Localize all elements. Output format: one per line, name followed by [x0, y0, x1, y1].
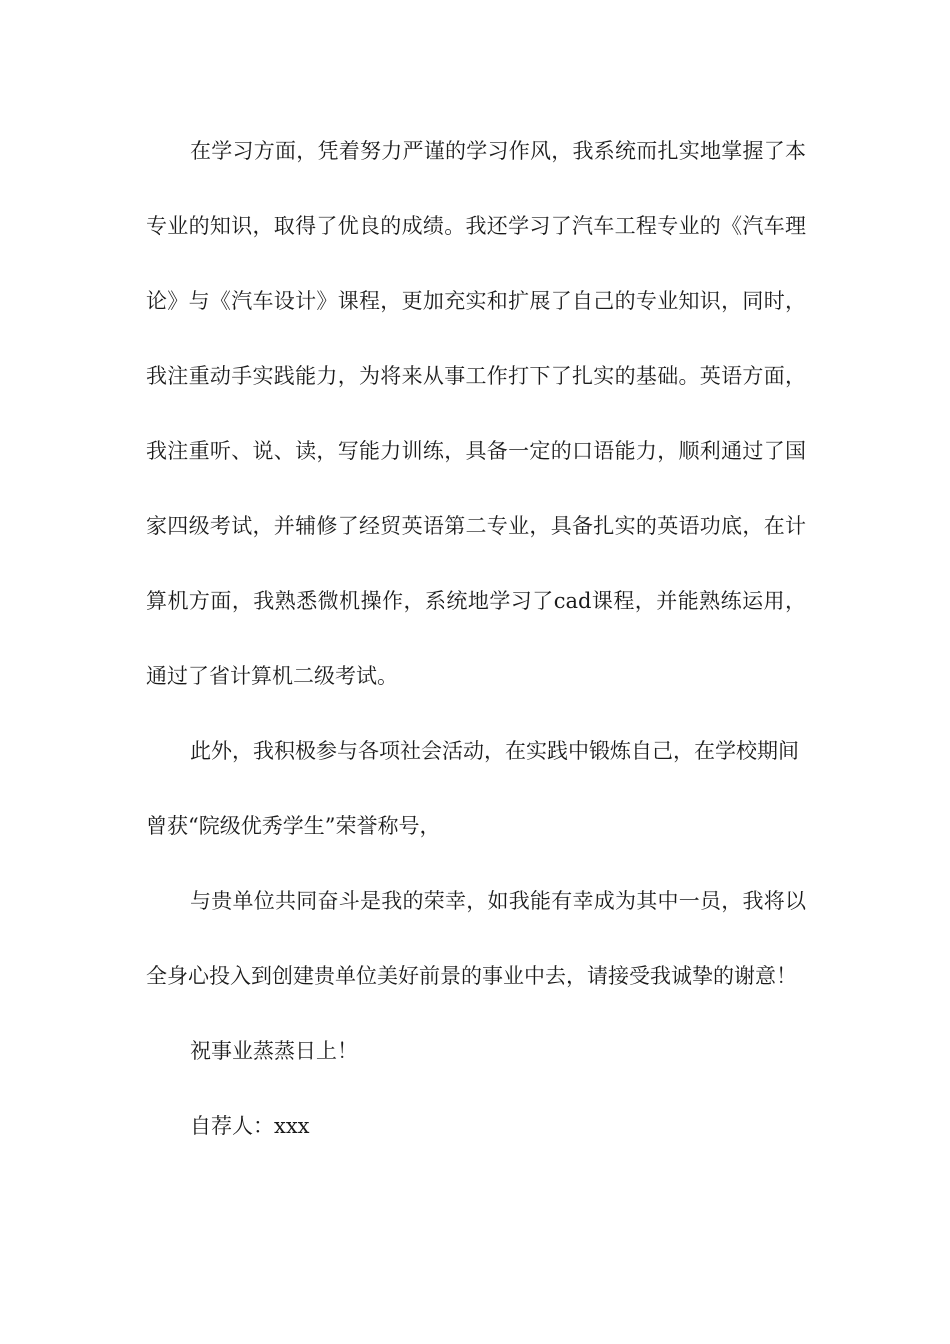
- signature-line: 自荐人：xxx: [190, 1114, 310, 1138]
- paragraph-study: 在学习方面，凭着努力严谨的学习作风，我系统而扎实地掌握了本专业的知识，取得了优良的成绩。我还学习了汽车工程专业的《汽车理论》与《汽车设计》课程，更加充实和扩展了自己的专业知识，同时，我注重动手实践能力，为将来从事工作打下了扎实的基础。英语方面，我注重听、说、读，写能力训练，具备一定的口语能力，顺利通过了国家四级考试，并辅修了经贸英语第二专业，具备扎实的英语功底，在计算机方面，我熟悉微机操作，系统地学习了cad课程，并能熟练运用，通过了省计算机二级考试。: [146, 139, 806, 688]
- paragraph-wishes: 祝事业蒸蒸日上！: [190, 1039, 358, 1063]
- letter-body: [146, 114, 806, 1164]
- paragraph-activities: 此外，我积极参与各项社会活动，在实践中锻炼自己，在学校期间曾获“院级优秀学生”荣誉称号，: [146, 739, 799, 838]
- paragraph-closing: 与贵单位共同奋斗是我的荣幸，如我能有幸成为其中一员，我将以全身心投入到创建贵单位美好前景的事业中去，请接受我诚挚的谢意！: [146, 889, 806, 988]
